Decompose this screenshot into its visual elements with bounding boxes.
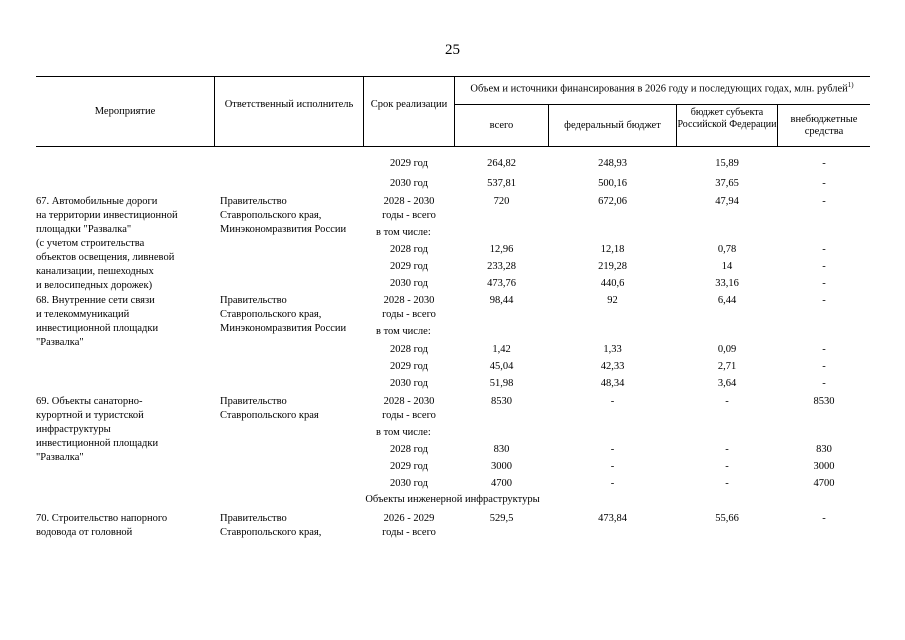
cell-period: 2029 год	[390, 261, 428, 272]
header-vline-1	[214, 76, 215, 146]
cell-extra: -	[822, 261, 826, 272]
event-executor-line: Минэкономразвития России	[220, 224, 347, 235]
cell-regional: -	[725, 478, 729, 489]
cell-period: 2029 год	[390, 158, 428, 169]
cell-period: годы - всего	[382, 410, 436, 421]
event-name	[36, 294, 158, 350]
cell-total: 98,44	[489, 295, 514, 306]
cell-period: в том числе:	[376, 326, 431, 337]
cell-total: 51,98	[489, 378, 514, 389]
event-executor	[220, 512, 321, 540]
cell-period: годы - всего	[382, 210, 436, 221]
cell-total: 233,28	[487, 261, 516, 272]
event-name-line: "Развалка"	[36, 452, 84, 463]
cell-regional: 0,09	[717, 344, 737, 355]
cell-regional: -	[725, 396, 729, 407]
event-name-line: объектов освещения, ливневой	[36, 252, 175, 263]
event-name-line: 70. Строительство напорного	[36, 513, 168, 524]
event-executor-line: Правительство	[220, 196, 287, 207]
event-executor-line: Ставропольского края,	[220, 527, 322, 538]
cell-period: 2029 год	[390, 461, 428, 472]
event-name-line: курортной и туристской	[36, 410, 144, 421]
header-bottom-border	[36, 146, 870, 147]
cell-regional: -	[725, 461, 729, 472]
cell-federal: 12,18	[600, 244, 625, 255]
header-federal: федеральный бюджет	[564, 120, 661, 131]
cell-federal: 1,33	[603, 344, 622, 355]
event-name-line: канализации, пешеходных	[36, 266, 154, 277]
event-name	[36, 512, 167, 540]
cell-period: 2029 год	[390, 361, 428, 372]
cell-federal: 219,28	[598, 261, 627, 272]
event-executor-line: Ставропольского края,	[220, 309, 322, 320]
cell-total: 8530	[491, 396, 512, 407]
header-vline-3	[454, 76, 455, 146]
event-executor	[220, 395, 319, 423]
cell-extra: -	[822, 158, 826, 169]
cell-regional: 0,78	[717, 244, 737, 255]
cell-period: годы - всего	[382, 527, 436, 538]
cell-total: 720	[493, 196, 510, 207]
cell-total: 1,42	[492, 344, 511, 355]
event-name-line: водовода от головной	[36, 527, 133, 538]
cell-period: в том числе:	[376, 227, 431, 238]
cell-regional: 2,71	[717, 361, 737, 372]
cell-federal: 248,93	[598, 158, 627, 169]
header-extra: внебюджетные средства	[790, 114, 858, 137]
event-name-line: 69. Объекты санаторно-	[36, 396, 143, 407]
event-executor-line: Правительство	[220, 295, 287, 306]
cell-period: 2026 - 2029	[383, 513, 435, 524]
cell-total: 537,81	[487, 178, 516, 189]
cell-regional: 37,65	[715, 178, 739, 189]
cell-extra: -	[822, 513, 826, 524]
event-name	[36, 195, 178, 293]
cell-regional: 3,64	[717, 378, 737, 389]
cell-period: в том числе:	[376, 427, 431, 438]
cell-federal: 672,06	[598, 196, 627, 207]
cell-total: 4700	[491, 478, 512, 489]
cell-regional: 55,66	[715, 513, 739, 524]
cell-period: 2028 год	[390, 444, 428, 455]
cell-regional: 47,94	[715, 196, 739, 207]
cell-period: 2028 - 2030	[383, 396, 435, 407]
footnote-mark: 1)	[847, 81, 854, 89]
cell-total: 473,76	[487, 278, 516, 289]
cell-extra: 830	[816, 444, 832, 455]
cell-period: 2028 - 2030	[383, 295, 435, 306]
cell-federal: 500,16	[598, 178, 627, 189]
event-name-line: (с учетом строительства	[36, 238, 145, 249]
event-name-line: 68. Внутренние сети связи	[36, 295, 155, 306]
cell-regional: 14	[721, 261, 733, 272]
header-event: Мероприятие	[94, 106, 156, 117]
event-executor-line: Ставропольского края	[220, 410, 319, 421]
event-name-line: инвестиционной площадки	[36, 323, 159, 334]
cell-total: 3000	[491, 461, 512, 472]
cell-total: 12,96	[489, 244, 514, 255]
event-name-line: инфраструктуры	[36, 424, 111, 435]
cell-extra: -	[822, 196, 826, 207]
header-executor: Ответственный исполнитель	[224, 99, 354, 110]
event-executor	[220, 195, 346, 237]
header-funding	[462, 79, 862, 96]
cell-federal: 42,33	[600, 361, 625, 372]
table-top-border	[36, 76, 870, 77]
cell-period: 2028 год	[390, 344, 428, 355]
cell-federal: 440,6	[600, 278, 625, 289]
cell-extra: -	[822, 378, 826, 389]
cell-total: 264,82	[487, 158, 516, 169]
cell-regional: 15,89	[715, 158, 739, 169]
cell-total: 45,04	[489, 361, 514, 372]
cell-federal: 48,34	[600, 378, 625, 389]
cell-federal: -	[610, 444, 615, 455]
event-name-line: на территории инвестиционной	[36, 210, 178, 221]
header-total: всего	[489, 120, 514, 131]
event-name-line: и телекоммуникаций	[36, 309, 130, 320]
event-executor-line: Минэкономразвития России	[220, 323, 347, 334]
event-executor-line: Правительство	[220, 396, 287, 407]
page-number: 25	[445, 42, 460, 58]
cell-extra: -	[822, 178, 826, 189]
cell-extra: 8530	[813, 396, 835, 407]
event-name-line: площадки "Развалка"	[36, 224, 132, 235]
cell-total: 830	[493, 444, 510, 455]
cell-federal: -	[610, 461, 615, 472]
cell-period: 2030 год	[390, 178, 428, 189]
cell-period: 2028 - 2030	[383, 196, 435, 207]
cell-extra: -	[822, 278, 826, 289]
cell-regional: 33,16	[715, 278, 739, 289]
event-executor-line: Ставропольского края,	[220, 210, 322, 221]
cell-federal: -	[610, 396, 615, 407]
header-period: Срок реализации	[370, 99, 448, 110]
event-name-line: инвестиционной площадки	[36, 438, 159, 449]
event-name-line: "Развалка"	[36, 337, 84, 348]
cell-period: годы - всего	[382, 309, 436, 320]
cell-federal: 473,84	[598, 513, 627, 524]
event-name-line: 67. Автомобильные дороги	[36, 196, 158, 207]
header-vline-2	[363, 76, 364, 146]
cell-extra: 4700	[813, 478, 835, 489]
cell-extra: 3000	[813, 461, 835, 472]
cell-period: 2030 год	[390, 378, 428, 389]
event-executor-line: Правительство	[220, 513, 287, 524]
cell-extra: -	[822, 361, 826, 372]
header-funding-text: Объем и источники финансирования в 2026 году и последующих годах, млн. рублей	[470, 83, 848, 95]
cell-regional: 6,44	[717, 295, 737, 306]
cell-period: 2030 год	[390, 278, 428, 289]
cell-total: 529,5	[489, 513, 514, 524]
cell-extra: -	[822, 295, 826, 306]
cell-regional: -	[725, 444, 729, 455]
event-name	[36, 395, 158, 465]
header-regional: бюджет субъекта Российской Федерации	[677, 107, 777, 130]
cell-period: 2028 год	[390, 244, 428, 255]
cell-federal: 92	[607, 295, 618, 306]
event-name-line: и велосипедных дорожек)	[36, 280, 153, 291]
event-executor	[220, 294, 346, 336]
cell-extra: -	[822, 344, 826, 355]
cell-extra: -	[822, 244, 826, 255]
header-divider	[454, 104, 870, 105]
section-title: Объекты инженерной инфраструктуры	[365, 494, 540, 505]
cell-period: 2030 год	[390, 478, 428, 489]
cell-federal: -	[610, 478, 615, 489]
